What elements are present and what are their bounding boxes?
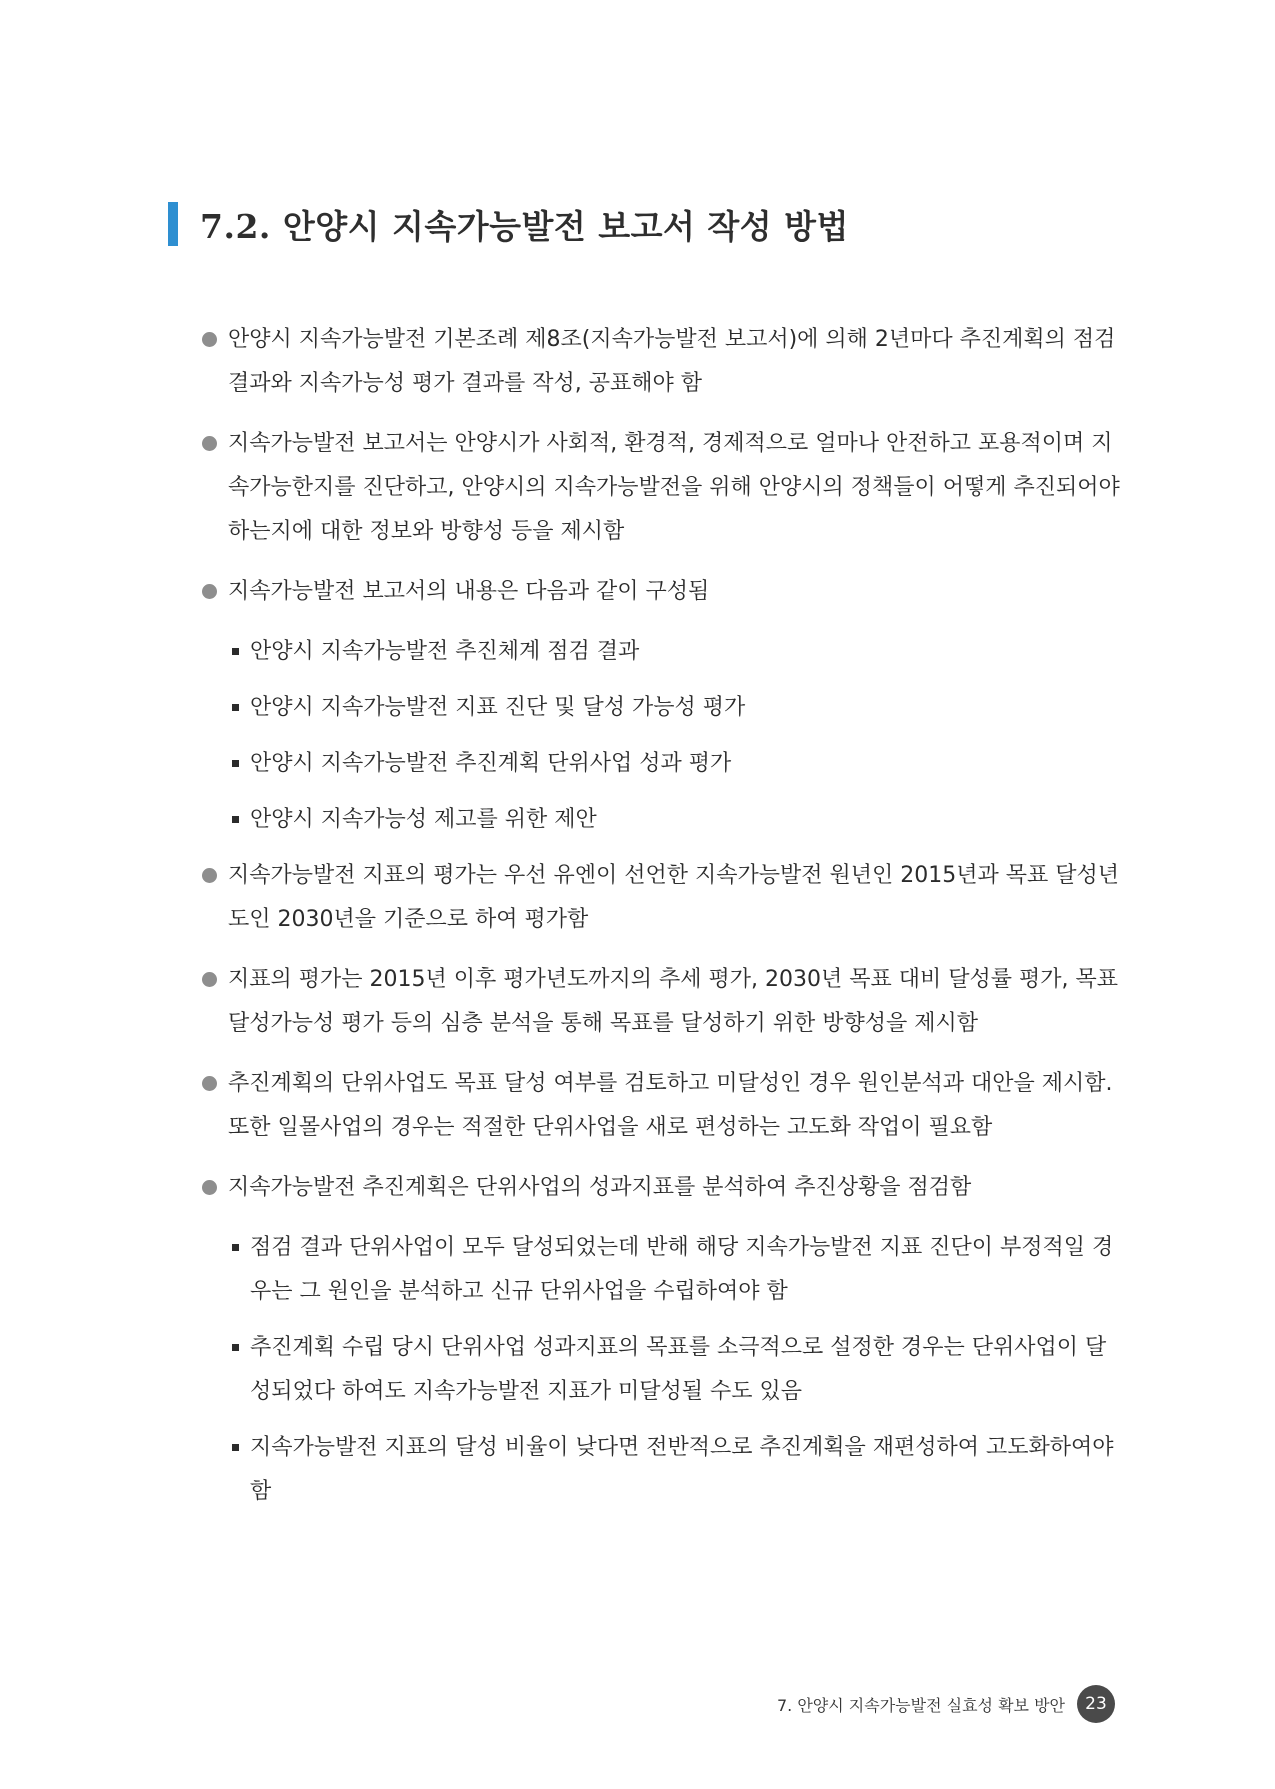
- bullet-item: [200, 570, 1120, 614]
- sub-bullet-text: 안양시 지속가능성 제고를 위한 제안: [250, 807, 597, 832]
- bullet-text: 지속가능발전 지표의 평가는 우선 유엔이 선언한 지속가능발전 원년인 2015년과 목표 달성년도인 2030년을 기준으로 하여 평가함: [228, 863, 1119, 932]
- square-bullet-icon: [232, 648, 239, 655]
- square-bullet-icon: [232, 1444, 239, 1451]
- bullet-text: 지속가능발전 추진계획은 단위사업의 성과지표를 분석하여 추진상황을 점검함: [228, 1175, 972, 1200]
- bullet-dot-icon: [202, 1180, 217, 1195]
- sub-bullet-item: [200, 1326, 1120, 1414]
- sub-bullet-item: [200, 1426, 1120, 1514]
- square-bullet-icon: [232, 816, 239, 823]
- square-bullet-icon: [232, 1344, 239, 1351]
- sub-bullet-text: 점검 결과 단위사업이 모두 달성되었는데 반해 해당 지속가능발전 지표 진단이 부정적일 경우는 그 원인을 분석하고 신규 단위사업을 수립하여야 함: [250, 1235, 1114, 1304]
- bullet-text: 지속가능발전 보고서는 안양시가 사회적, 환경적, 경제적으로 얼마나 안전하고 포용적이며 지속가능한지를 진단하고, 안양시의 지속가능발전을 위해 안양시의 정책들이 어떻게 추진되어야 하는지에 대한 정보와 방향성 등을 제시함: [228, 431, 1120, 544]
- sub-bullet-text: 추진계획 수립 당시 단위사업 성과지표의 목표를 소극적으로 설정한 경우는 단위사업이 달성되었다 하여도 지속가능발전 지표가 미달성될 수도 있음: [250, 1335, 1107, 1404]
- sub-bullet-item: [200, 630, 1120, 674]
- sub-bullet-text: 지속가능발전 지표의 달성 비율이 낮다면 전반적으로 추진계획을 재편성하여 고도화하여야 함: [250, 1435, 1114, 1504]
- bullet-dot-icon: [202, 972, 217, 987]
- bullet-item: [200, 958, 1120, 1046]
- square-bullet-icon: [232, 704, 239, 711]
- bullet-dot-icon: [202, 332, 217, 347]
- page-number: 23: [1077, 1685, 1115, 1723]
- bullet-text: 추진계획의 단위사업도 목표 달성 여부를 검토하고 미달성인 경우 원인분석과 대안을 제시함. 또한 일몰사업의 경우는 적절한 단위사업을 새로 편성하는 고도화 작업이 필요함: [228, 1071, 1113, 1140]
- bullet-text: 지표의 평가는 2015년 이후 평가년도까지의 추세 평가, 2030년 목표 대비 달성률 평가, 목표 달성가능성 평가 등의 심층 분석을 통해 목표를 달성하기 위한 방향성을 제시함: [228, 967, 1118, 1036]
- bullet-dot-icon: [202, 436, 217, 451]
- bullet-dot-icon: [202, 868, 217, 883]
- sub-bullet-item: [200, 742, 1120, 786]
- square-bullet-icon: [232, 760, 239, 767]
- body-content: [200, 318, 1120, 1526]
- sub-bullet-text: 안양시 지속가능발전 지표 진단 및 달성 가능성 평가: [250, 695, 746, 720]
- bullet-text: 지속가능발전 보고서의 내용은 다음과 같이 구성됨: [228, 579, 710, 604]
- bullet-dot-icon: [202, 1076, 217, 1091]
- bullet-item: [200, 1166, 1120, 1210]
- sub-bullet-item: [200, 686, 1120, 730]
- page-footer: [777, 1685, 1115, 1723]
- square-bullet-icon: [232, 1244, 239, 1251]
- bullet-item: [200, 854, 1120, 942]
- heading-accent-bar: [168, 202, 178, 246]
- sub-bullet-text: 안양시 지속가능발전 추진체계 점검 결과: [250, 639, 640, 664]
- bullet-dot-icon: [202, 584, 217, 599]
- bullet-item: [200, 318, 1120, 406]
- sub-bullet-text: 안양시 지속가능발전 추진계획 단위사업 성과 평가: [250, 751, 732, 776]
- sub-bullet-item: [200, 798, 1120, 842]
- bullet-item: [200, 422, 1120, 554]
- bullet-item: [200, 1062, 1120, 1150]
- section-heading: [168, 202, 849, 246]
- sub-bullet-item: [200, 1226, 1120, 1314]
- footer-chapter-title: 7. 안양시 지속가능발전 실효성 확보 방안: [777, 1695, 1065, 1715]
- bullet-text: 안양시 지속가능발전 기본조례 제8조(지속가능발전 보고서)에 의해 2년마다 추진계획의 점검 결과와 지속가능성 평가 결과를 작성, 공표해야 함: [228, 327, 1116, 396]
- section-title: 7.2. 안양시 지속가능발전 보고서 작성 방법: [200, 206, 849, 246]
